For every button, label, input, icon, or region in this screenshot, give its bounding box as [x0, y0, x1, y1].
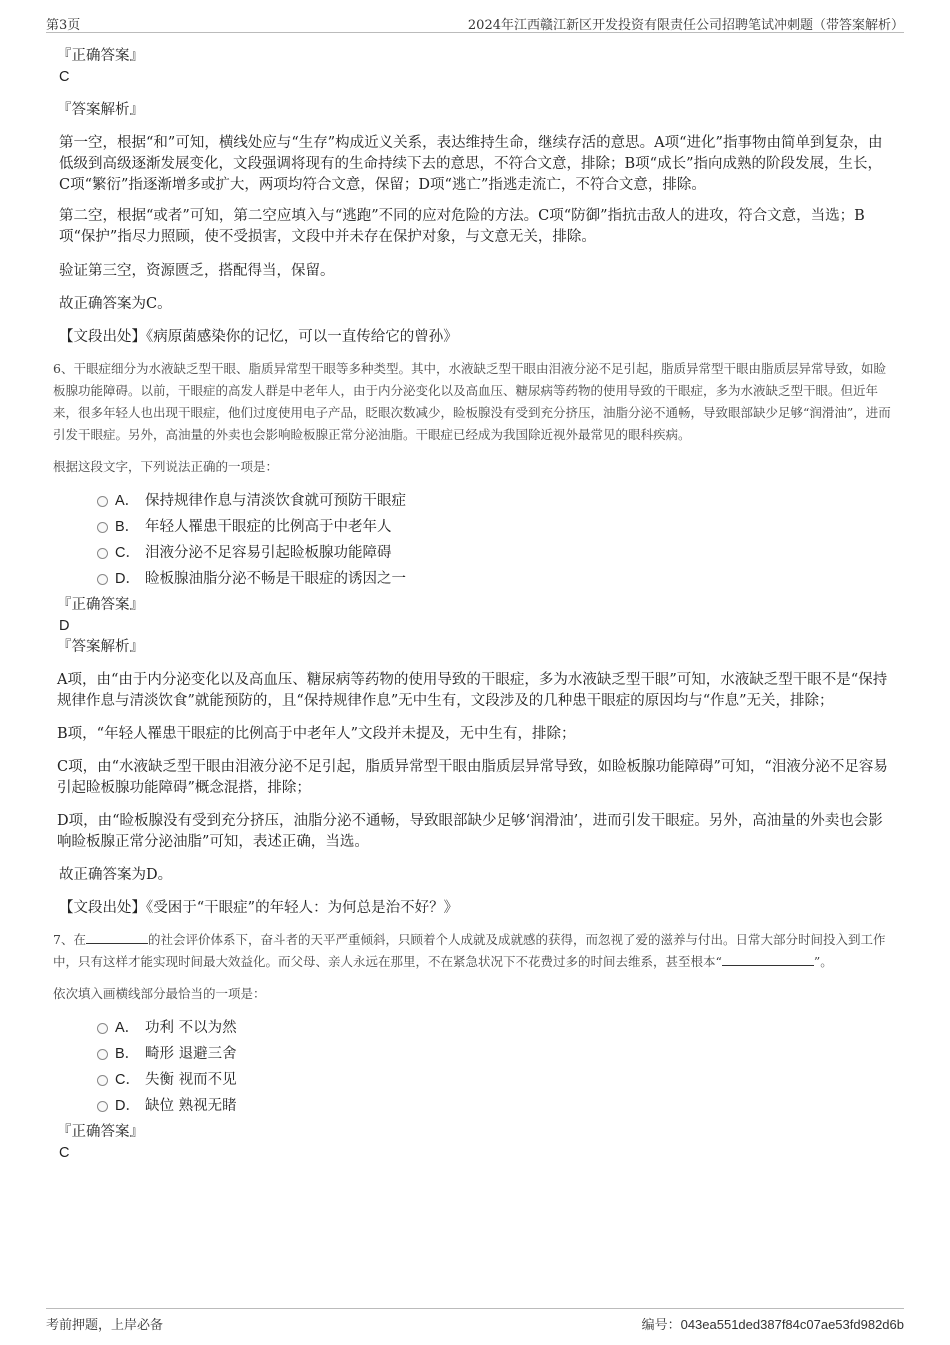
q6-option-d[interactable]: D． 睑板腺油脂分泌不畅是干眼症的诱因之一 [57, 569, 893, 595]
q7-stem: 7、在 的社会评价体系下，奋斗者的天平严重倾斜，只顾着个人成就及成就感的获得，而忽视了爱的滋养与付出。日常大部分时间投入到工作中，只有这样才能实现时间最大效益化。而父母、亲人永远在那里，不在紧急状况下不花费过多的时间去维系，甚至根本“ ”。 [53, 929, 893, 973]
page-number: 第3页 [46, 18, 81, 33]
q5-conclusion: 故正确答案为C。 [59, 296, 172, 312]
page-header [46, 12, 904, 33]
q6-analysis-d: D项，由“睑板腺没有受到充分挤压，油脂分泌不通畅，导致眼部缺少足够‘润滑油’，进而引发干眼症。另外，高油量的外卖也会影响睑板腺正常分泌油脂”可知，表述正确，当选。 [57, 813, 883, 850]
radio-icon[interactable] [97, 1023, 108, 1034]
footer-slogan: 考前押题，上岸必备 [46, 1318, 164, 1333]
q6-option-a[interactable]: A． 保持规律作息与清淡饮食就可预防干眼症 [57, 491, 893, 517]
q6-answer-label: 『正确答案』 [57, 597, 144, 613]
q7-answer-label: 『正确答案』 [57, 1124, 144, 1140]
radio-icon[interactable] [97, 496, 108, 507]
q7-option-a[interactable]: A． 功利 不以为然 [57, 1018, 893, 1044]
q5-analysis-para2: 第二空，根据“或者”可知，第二空应填入与“逃跑”不同的应对危险的方法。C项“防御”指抗击敌人的进攻，符合文意，当选；B项“保护”指尽力照顾，使不受损害，文段中并未存在保护对象，与文意无关，排除。 [59, 208, 865, 245]
q6-answer: D [59, 618, 70, 634]
q6-option-c[interactable]: C． 泪液分泌不足容易引起睑板腺功能障碍 [57, 543, 893, 569]
radio-icon[interactable] [97, 522, 108, 533]
page-footer [46, 1308, 904, 1333]
document-id: 编号：043ea551ded387f84c07ae53fd982d6b [641, 1317, 904, 1333]
q7-answer: C [59, 1145, 70, 1161]
radio-icon[interactable] [97, 1049, 108, 1060]
q6-conclusion: 故正确答案为D。 [59, 867, 173, 883]
fill-blank-2 [722, 951, 814, 966]
radio-icon[interactable] [97, 574, 108, 585]
q5-analysis-label: 『答案解析』 [57, 102, 144, 118]
q7-option-c[interactable]: C． 失衡 视而不见 [57, 1070, 893, 1096]
q5-analysis-para1: 第一空，根据“和”可知，横线处应与“生存”构成近义关系，表达维持生命，继续存活的意思。A项“进化”指事物由简单到复杂，由低级到高级逐渐发展变化，文段强调将现有的生命持续下去的意思，不符合文意，排除；B项“成长”指向成熟的阶段发展，生长，C项“繁衍”指逐渐增多或扩大，两项均符合文意，保留；D项“逃亡”指逃走流亡，不符合文意，排除。 [59, 135, 883, 193]
q5-source: 【文段出处】《病原菌感染你的记忆，可以一直传给它的曾孙》 [59, 329, 458, 345]
q6-options [57, 491, 893, 595]
fill-blank-1 [86, 929, 148, 944]
q5-analysis-para3: 验证第三空，资源匮乏，搭配得当，保留。 [59, 263, 335, 279]
q6-analysis-b: B项，“年轻人罹患干眼症的比例高于中老年人”文段并未提及，无中生有，排除； [57, 726, 576, 742]
q6-analysis-label: 『答案解析』 [57, 639, 144, 655]
q7-options [57, 1018, 893, 1122]
q6-stem: 6、干眼症细分为水液缺乏型干眼、脂质异常型干眼等多种类型。其中，水液缺乏型干眼由泪液分泌不足引起，脂质异常型干眼由脂质层异常导致，如睑板腺功能障碍。以前，干眼症的高发人群是中老年人，由于内分泌变化以及高血压、糖尿病等药物的使用导致的干眼症，多为水液缺乏型干眼。但近年来，很多年轻人也出现干眼症，他们过度使用电子产品，眨眼次数减少，睑板腺没有受到充分挤压，油脂分泌不通畅，导致眼部缺少足够“润滑油”，进而引发干眼症。另外，高油量的外卖也会影响睑板腺正常分泌油脂。干眼症已经成为我国除近视外最常见的眼科疾病。 [53, 361, 891, 442]
q6-question: 根据这段文字，下列说法正确的一项是： [53, 459, 279, 474]
radio-icon[interactable] [97, 548, 108, 559]
radio-icon[interactable] [97, 1101, 108, 1112]
q6-analysis-a: A项，由“由于内分泌变化以及高血压、糖尿病等药物的使用导致的干眼症，多为水液缺乏型干眼”可知，水液缺乏型干眼不是“保持规律作息与清淡饮食”就能预防的，且“保持规律作息”无中生有，文段涉及的几种患干眼症的原因均与“作息”无关，排除； [57, 672, 888, 709]
q5-answer-label: 『正确答案』 [57, 48, 144, 64]
q7-option-d[interactable]: D． 缺位 熟视无睹 [57, 1096, 893, 1122]
document-title: 2024年江西赣江新区开发投资有限责任公司招聘笔试冲刺题（带答案解析） [467, 18, 904, 33]
q6-source: 【文段出处】《受困于“干眼症”的年轻人：为何总是治不好？》 [59, 900, 459, 916]
q5-answer: C [59, 69, 70, 85]
radio-icon[interactable] [97, 1075, 108, 1086]
document-body [53, 46, 893, 1164]
q6-analysis-c: C项，由“水液缺乏型干眼由泪液分泌不足引起，脂质异常型干眼由脂质层异常导致，如睑板腺功能障碍”可知，“泪液分泌不足容易引起睑板腺功能障碍”概念混搭，排除； [57, 759, 888, 796]
q7-option-b[interactable]: B． 畸形 退避三舍 [57, 1044, 893, 1070]
q7-question: 依次填入画横线部分最恰当的一项是： [53, 986, 266, 1001]
q6-option-b[interactable]: B． 年轻人罹患干眼症的比例高于中老年人 [57, 517, 893, 543]
